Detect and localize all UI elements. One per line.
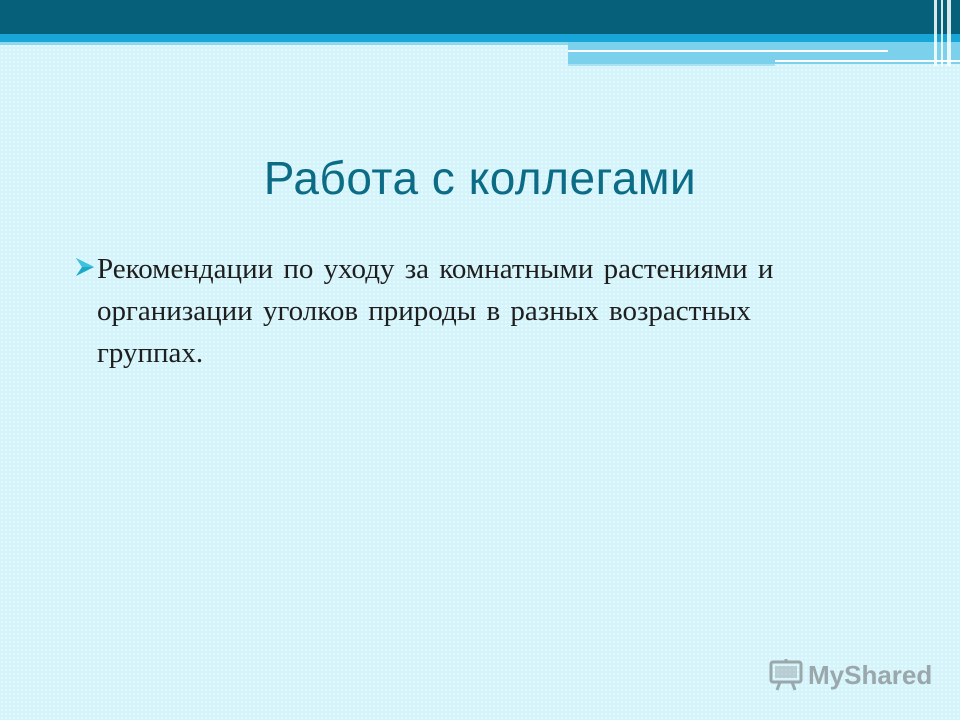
bullet-list (74, 248, 854, 374)
bullet-item (74, 248, 854, 374)
slide-title: Работа с коллегами (263, 152, 697, 204)
header-vertical-lines (932, 0, 954, 66)
presentation-board-icon (768, 657, 804, 693)
bullet-text: Рекомендации по уходу за комнатными растениями и организации уголков природы в разных возрастных группах. (97, 253, 774, 369)
watermark-logo (768, 655, 933, 699)
header-bar (0, 0, 960, 34)
header-accent-line (568, 64, 775, 66)
header-accent-strip (0, 34, 960, 42)
header-accent-line (568, 50, 888, 52)
watermark-text: MyShared (808, 660, 933, 690)
arrow-bullet-icon (74, 256, 96, 278)
